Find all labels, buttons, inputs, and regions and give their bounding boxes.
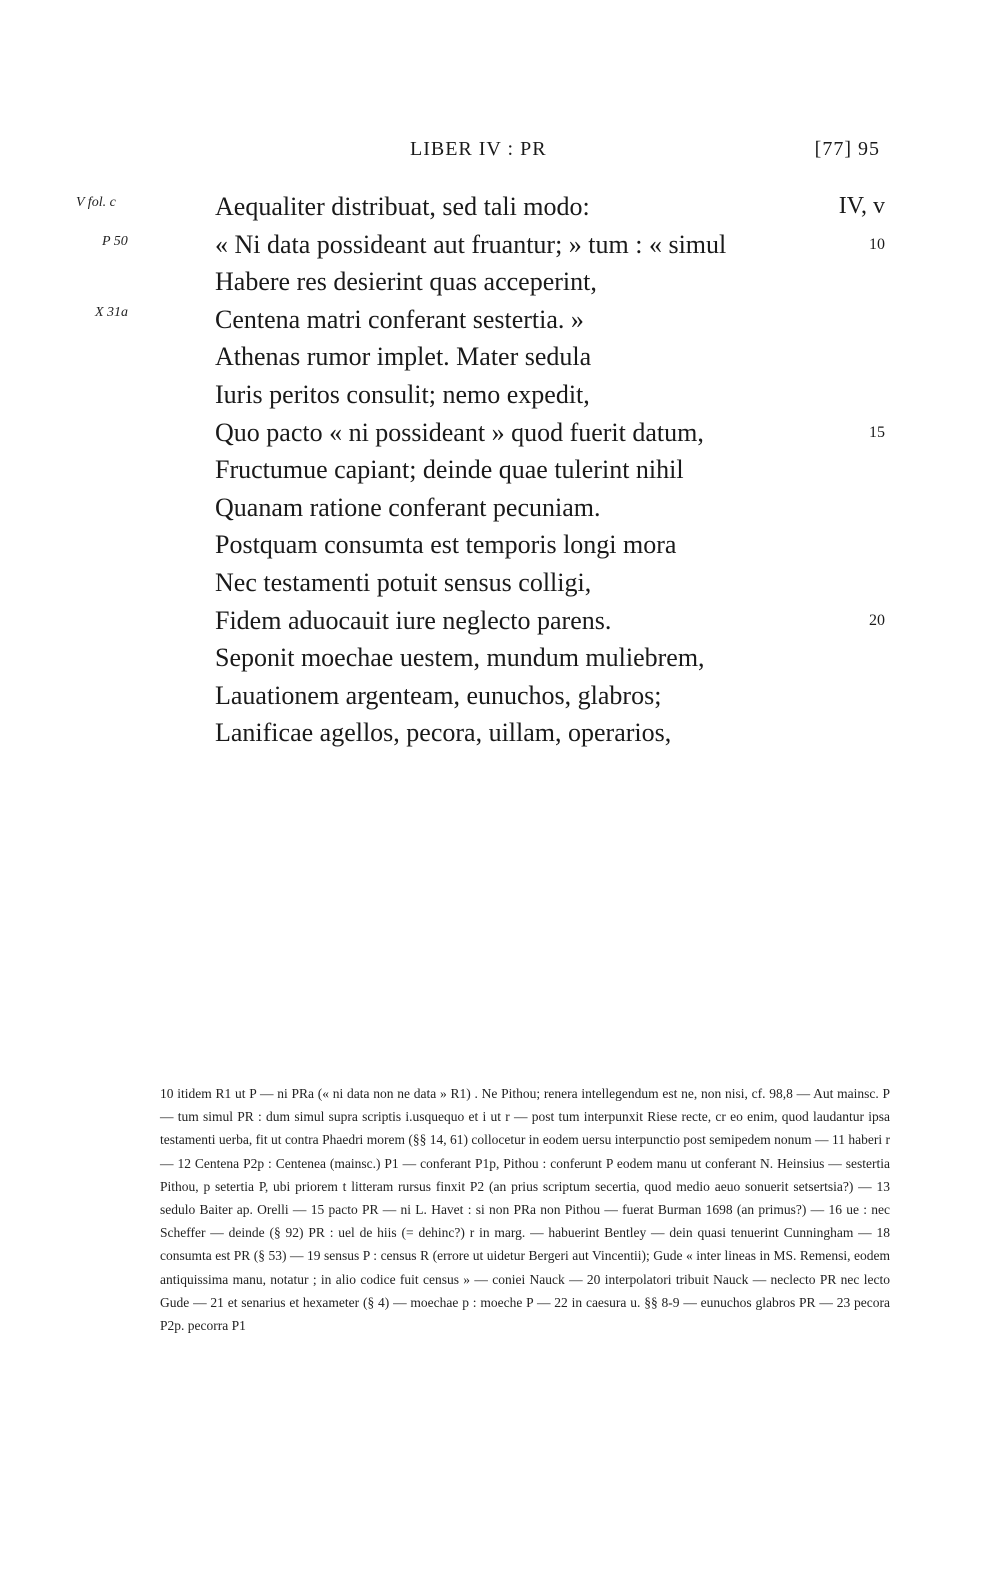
verse-line <box>215 602 885 640</box>
verse-line-text: Quo pacto « ni possideant » quod fuerit datum, <box>215 417 704 447</box>
verse-line-text: Iuris peritos consulit; nemo expedit, <box>215 379 590 409</box>
verse-line-text: Postquam consumta est temporis longi mora <box>215 530 677 560</box>
verse-line-text: Habere res desierint quas acceperint, <box>215 267 597 297</box>
line-number: 15 <box>869 423 885 441</box>
verse-line <box>215 489 885 527</box>
verse-line-text: Centena matri conferant sestertia. » <box>215 304 584 334</box>
verse-line <box>215 677 885 715</box>
verse-line-text: Seponit moechae uestem, mundum muliebrem, <box>215 643 705 673</box>
verse-line <box>215 376 885 414</box>
margin-ref-2: P 50 <box>102 234 128 249</box>
verse-line-text: Nec testamenti potuit sensus colligi, <box>215 567 592 597</box>
verse-line-text: Lauationem argenteam, eunuchos, glabros; <box>215 680 662 710</box>
critical-apparatus: 10 itidem R1 ut P — ni PRa (« ni data non ne data » R1) . Ne Pithou; renera intellegendum est ne, non nisi, cf. 98,8 — Aut mainsc. P — tum simul PR : dum simul supra scriptis i.usquequo et i ut r — post tum interpunxit Riese recte, cr eo enim, quod laudantur ipsa testamenti uerba, fit ut contra Phaedri morem (§§ 14, 61) collocetur in eodem uersu interpunctio post semipedem nonum — 11 haberi r — 12 Centena P2p : Centenea (mainsc.) P1 — conferant P1p, Pithou : conferunt P eodem manu ut conferant N. Heinsius — sestertia Pithou, p setertia P, ubi priorem t litteram rursus finxit P2 (an prius scriptum secertia, quod medio aeuo sonuerit setsertsia?) — 13 sedulo Baiter ap. Orelli — 15 pacto PR — ni L. Havet : si non PRa non Pithou — fuerat Burman 1698 (an primus?) — 16 ue : nec Scheffer — deinde (§ 92) PR : uel de hiis (= dehinc?) r in marg. — habuerint Bentley — dein quasi tenuerint Cunningham — 18 consumta est PR (§ 53) — 19 sensus P : census R (errore ut uidetur Bergeri aut Vincentii); Gude « inter lineas in MS. Remensi, eodem antiquissima manu, notatur ; in alio codice fuit census » — coniei Nauck — 20 interpolatori tribuit Nauck — neclecto PR nec lecto Gude — 21 et senarius et hexameter (§ 4) — moechae p : moeche P — 22 in caesura u. §§ 8-9 — eunuchos glabros PR — 23 pecora P2p. pecorra P1 <box>160 1086 890 1334</box>
verse-line-text: Athenas rumor implet. Mater sedula <box>215 342 592 372</box>
section-marker: IV, v <box>838 193 885 219</box>
verse-line-text: Fructumue capiant; deinde quae tulerint nihil <box>215 455 684 485</box>
margin-ref-3: X 31a <box>95 305 129 320</box>
verse-line-text: « Ni data possideant aut fruantur; » tum : « simul <box>215 229 727 259</box>
verse-line-text: Lanificae agellos, pecora, uillam, operarios, <box>215 718 672 748</box>
page-header <box>160 138 880 166</box>
verse-text <box>215 188 885 752</box>
margin-ref-1: V fol. c <box>76 195 116 210</box>
verse-line <box>215 414 885 452</box>
verse-line <box>215 564 885 602</box>
verse-line <box>215 526 885 564</box>
verse-line <box>215 188 885 226</box>
line-number: 20 <box>869 611 885 629</box>
verse-line <box>215 263 885 301</box>
running-title: LIBER IV : PR <box>410 138 547 160</box>
verse-line-text: Quanam ratione conferant pecuniam. <box>215 492 601 522</box>
verse-line-text: Fidem aduocauit iure neglecto parens. <box>215 605 612 635</box>
verse-line <box>215 301 885 339</box>
verse-line-text: Aequaliter distribuat, sed tali modo: <box>215 192 590 221</box>
verse-line <box>215 639 885 677</box>
verse-line <box>215 451 885 489</box>
verse-line <box>215 226 885 264</box>
verse-line <box>215 338 885 376</box>
page-number: [77] 95 <box>814 138 880 160</box>
line-number: 10 <box>869 235 885 253</box>
verse-line <box>215 714 885 752</box>
